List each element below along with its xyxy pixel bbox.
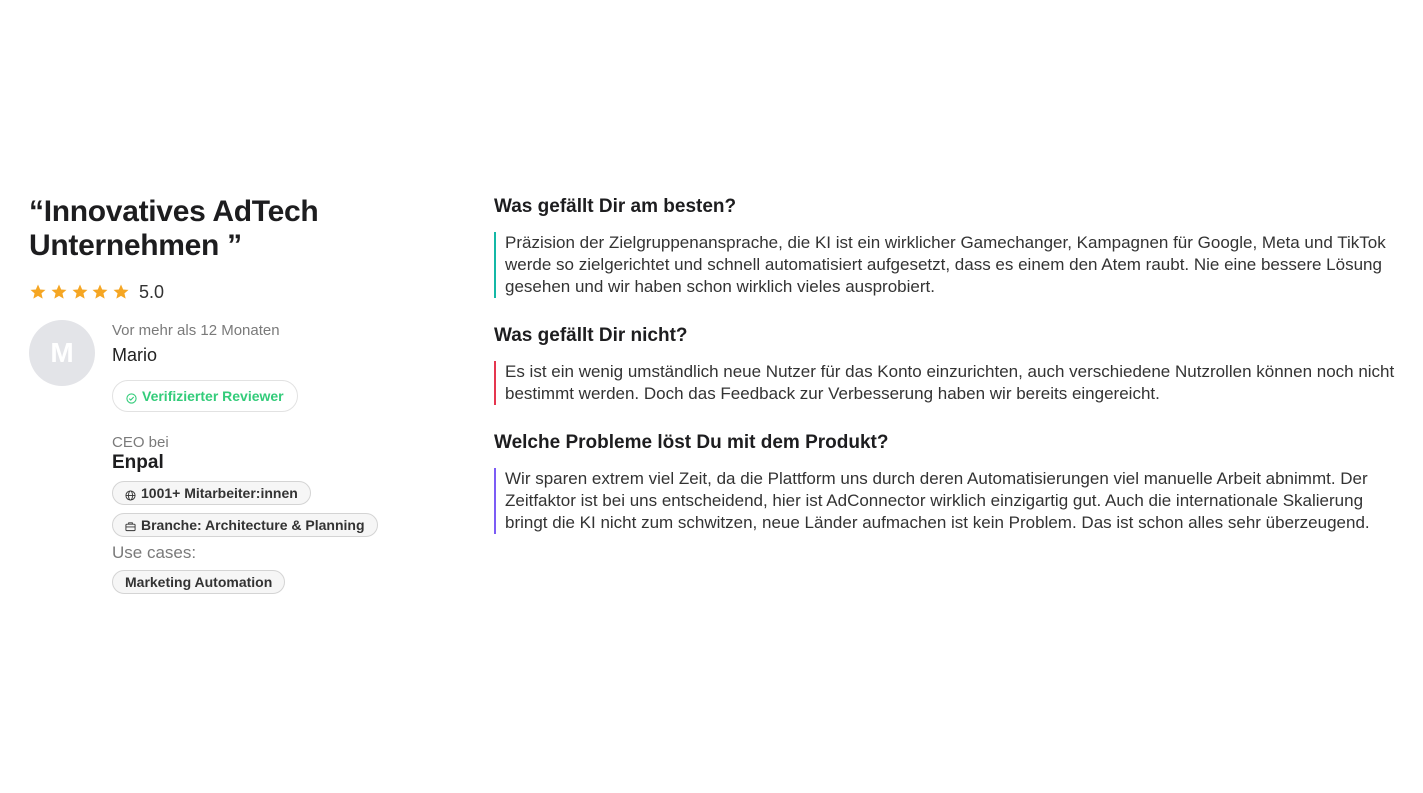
reviewer-block [29, 320, 449, 412]
review-questions [494, 195, 1404, 534]
answer-text: Wir sparen extrem viel Zeit, da die Plattform uns durch deren Automatisierungen viel manuelle Arbeit abnimmt. Der Zeitfaktor ist bei uns entscheidend, hier ist AdConnector wirklich einzigartig gut. Auch die internationale Skalierung bringt die KI nicht zum schwitzen, neue Länder aufmachen ist kein Problem. Das ist schon alles sehr überzeugend. [494, 468, 1404, 534]
briefcase-icon [125, 519, 136, 530]
use-case-pill: Marketing Automation [112, 570, 285, 594]
review-summary [29, 195, 449, 594]
star-icon [50, 283, 68, 301]
company-block [112, 434, 449, 594]
answer-text: Präzision der Zielgruppenansprache, die KI ist ein wirklicher Gamechanger, Kampagnen für Google, Meta und TikTok werde so zielgerichtet und schnell automatisiert aufgesetzt, dass es einem den Atem raubt. Nie eine bessere Lösung gesehen und wir haben schon wirklich vieles ausprobiert. [494, 232, 1404, 298]
star-icon [112, 283, 130, 301]
star-icon [29, 283, 47, 301]
reviewer-info [112, 320, 298, 412]
reviewer-name: Mario [112, 345, 158, 365]
question-heading: Welche Probleme löst Du mit dem Produkt? [494, 432, 889, 453]
company-size-pill [112, 481, 311, 505]
review-time: Vor mehr als 12 Monaten [112, 322, 280, 339]
globe-icon [125, 488, 136, 499]
star-icon [91, 283, 109, 301]
star-rating [29, 280, 449, 304]
question-heading: Was gefällt Dir nicht? [494, 325, 688, 346]
company-size-label: 1001+ Mitarbeiter:innen [141, 485, 298, 501]
verified-label: Verifizierter Reviewer [142, 388, 284, 404]
question-block [494, 324, 1404, 405]
review-title: “Innovatives AdTech Unternehmen ” [29, 195, 319, 262]
rating-value: 5.0 [138, 281, 165, 302]
star-icon [71, 283, 89, 301]
verified-badge [112, 380, 298, 412]
reviewer-role: CEO bei [112, 434, 169, 451]
question-block [494, 195, 1404, 298]
check-circle-icon [126, 391, 137, 402]
question-heading: Was gefällt Dir am besten? [494, 196, 737, 217]
question-block [494, 431, 1404, 534]
industry-label: Branche: Architecture & Planning [141, 516, 365, 533]
use-cases-label: Use cases: [112, 543, 197, 562]
avatar: M [29, 320, 95, 386]
industry-pill [112, 513, 378, 537]
stars [29, 283, 133, 301]
company-name: Enpal [112, 452, 164, 473]
answer-text: Es ist ein wenig umständlich neue Nutzer für das Konto einzurichten, auch verschiedene Nutzrollen können noch nicht bestimmt werden. Doch das Feedback zur Verbesserung haben wir bereits eingereicht. [494, 361, 1404, 405]
